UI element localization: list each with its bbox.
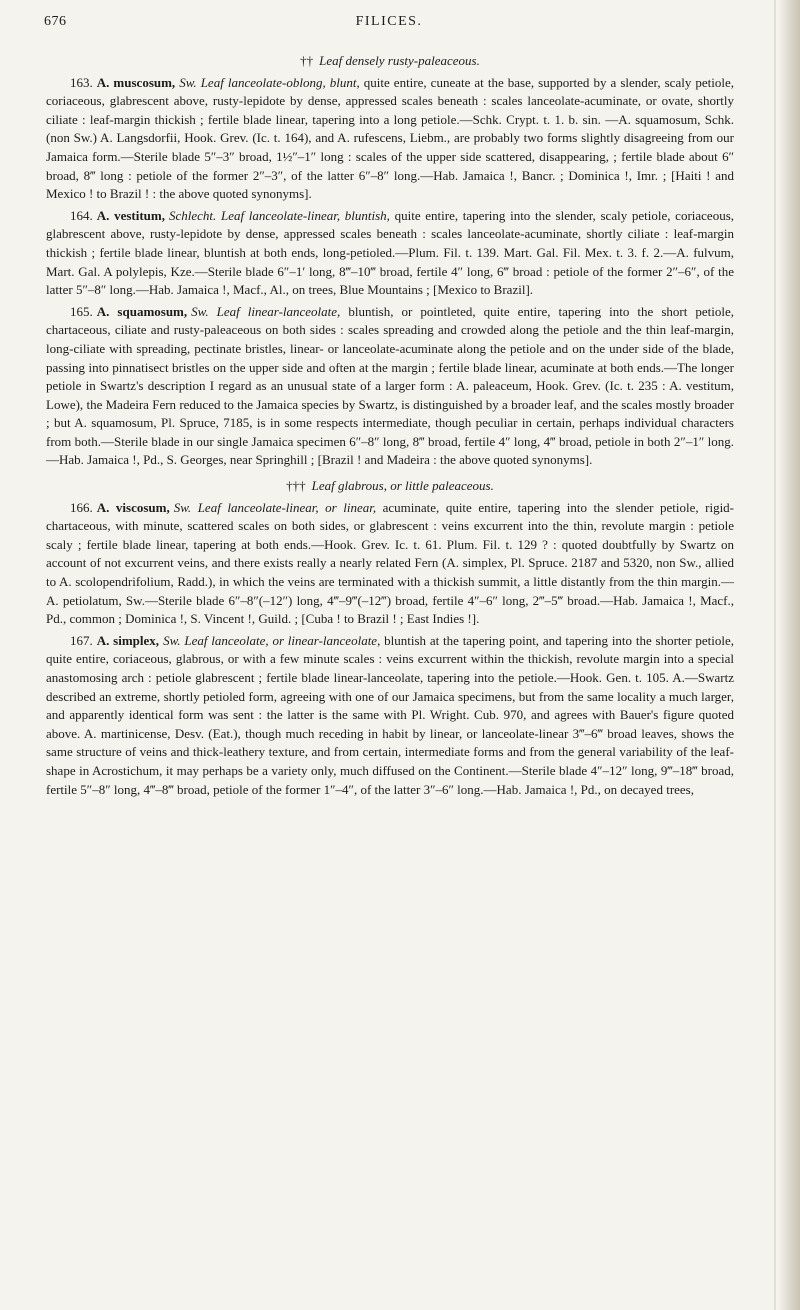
species-author: Schlecht.: [168, 207, 217, 223]
entry-number: 164.: [70, 207, 93, 223]
species-author: Sw.: [173, 499, 192, 515]
species-name: A. vestitum,: [96, 207, 165, 223]
species-diagnosis: Leaf lanceolate-oblong, blunt,: [200, 74, 360, 90]
page-edge-line: [774, 0, 776, 1310]
page-content: [46, 52, 734, 802]
entry-number: 163.: [70, 74, 93, 90]
subsection-heading-1: [46, 52, 734, 71]
species-entry-164: [46, 207, 734, 300]
running-title: FILICES.: [355, 14, 423, 29]
subsection-mark: †††: [286, 478, 306, 494]
page-number: 676: [44, 14, 67, 29]
species-diagnosis: Leaf lanceolate-linear, bluntish,: [220, 207, 390, 223]
species-author: Sw.: [179, 74, 197, 90]
species-name: A. simplex,: [96, 632, 160, 648]
species-name: A. muscosum,: [96, 74, 176, 90]
species-entry-163: [46, 74, 734, 204]
species-entry-166: [46, 499, 734, 629]
subsection-heading-2: [46, 477, 734, 496]
entry-number: 166.: [70, 499, 93, 515]
species-diagnosis: Leaf lanceolate, or linear-lanceolate,: [184, 632, 381, 648]
species-diagnosis: Leaf lanceolate-linear, or linear,: [197, 499, 377, 515]
subsection-title: Leaf densely rusty-paleaceous.: [319, 53, 480, 68]
subsection-title: Leaf glabrous, or little paleaceous.: [311, 478, 494, 494]
page-edge-shadow: [778, 0, 800, 1310]
species-entry-165: [46, 303, 734, 470]
species-name: A. viscosum,: [96, 499, 170, 515]
species-description: acuminate, quite entire, tapering into the slender petiole, rigid-chartaceous, with minute, scattered scales on both sides, or glabrescent : veins excurrent into the thin, revolute margin : petiole scaly ; fertile blade linear, tapering at both ends.—Hook. Grev. Ic. t. 61. Plum. Fil. t. 129 ? : quoted doubtfully by Swartz on account of not excurrent veins, and there exists really a nearly related Fern (A. simplex, Pl. Spruce. 2187 and 5320, non Sw., allied to A. scolopendrifolium, Radd.), in which the veins are terminated with a thickish summit, a little distantly from the thin margin.—A. petiolatum, Sw.—Sterile blade 6″–8″(–12″) long, 4‴–9‴(–12‴) broad, fertile 4″–6″ long, 2‴–5‴ broad.—Hab. Jamaica !, Macf., Pd., common ; Dominica !, S. Vincent !, Guild. ; [Cuba ! to Brazil ! ; East Indies !].: [46, 499, 735, 627]
species-description: bluntish, or pointleted, quite entire, tapering into the short petiole, chartaceous, ciliate and rusty-paleaceous on both sides : scales spreading and crowded along the petiole and the thin leaf-margin, long-ciliate with spreading, pectinate bristles, linear- or lanceolate-acuminate along the petiole and on the under side of the blade, passing into pinnatisect bristles on the upper side and often at the margin ; fertile blade linear, acuminate at both ends.—The longer petiole in Swartz's description I regard as an unusual state of a larger form : A. paleaceum, Hook. Grev. (Ic. t. 235 : A. vestitum, Lowe), the Madeira Fern reduced to the Jamaica species by Swartz, is distinguished by a broader leaf, and the scales mostly broader ; but A. squamosum, Pl. Spruce, 7185, is in some respects intermediate, though peculiar in certain, perhaps individual characters from both.—Sterile blade in our single Jamaica specimen 6″–8″ long, 8‴ broad, fertile 4″ long, 4‴ broad, petiole in both 2″–1″ long.—Hab. Jamaica !, Pd., S. Georges, near Springhill ; [Brazil ! and Madeira : the above quoted synonyms].: [46, 303, 734, 468]
species-entry-167: [46, 632, 734, 799]
species-diagnosis: Leaf linear-lanceolate,: [216, 303, 341, 319]
species-author: Sw.: [191, 303, 209, 319]
subsection-mark: ††: [300, 53, 314, 68]
species-description: bluntish at the tapering point, and tapering into the shorter petiole, quite entire, coriaceous, glabrous, or with a few minute scales : veins excurrent within the thickish, revolute margin into a special anastomosing arch : petiole glabrescent ; fertile blade linear-lanceolate, tapering into the petiole.—Hook. Gen. t. 105. A.—Swartz described an extreme, shortly petioled form, agreeing with one of our Jamaica specimens, but from the same locality a much larger, and apparently identical form was sent : the latter is the same with Pl. Wright. Cub. 970, and agrees with Bauer's figure quoted above. A. martinicense, Desv. (Eat.), though much receding in habit by linear, or lanceolate-linear 3‴–6‴ broad leaves, shows the same structure of veins and thick-leathery texture, and from certain, intermediate forms and from the general variability of the leaf-shape in Acrostichum, it may perhaps be a variety only, much diffused on the Continent.—Sterile blade 4″–12″ long, 9‴–18‴ broad, fertile 5″–8″ long, 4‴–8‴ broad, petiole of the former 1″–4″, of the latter 3″–6″ long.—Hab. Jamaica !, Pd., on decayed trees,: [46, 632, 735, 797]
species-description: quite entire, tapering into the slender, scaly petiole, coriaceous, glabrescent above, rusty-lepidote by dense, appressed scales beneath : scales lanceolate-acuminate, shortly ciliate : leaf-margin thickish ; fertile blade linear, bluntish at both ends, long-petioled.—Plum. Fil. t. 139. Mart. Gal. Fil. Mex. t. 3. f. 2.—A. fulvum, Mart. Gal. A polylepis, Kze.—Sterile blade 6″–1′ long, 8‴–10‴ broad, fertile 4″ long, 6‴ broad : petiole of the former 2″–6″, of the latter 5″–8″ long.—Hab. Jamaica !, Macf., Al., on trees, Blue Mountains ; [Mexico to Brazil].: [46, 207, 735, 298]
entry-number: 165.: [70, 303, 93, 319]
page-header: [44, 14, 734, 36]
species-name: A. squamosum,: [96, 303, 188, 319]
entry-number: 167.: [70, 632, 93, 648]
species-author: Sw.: [163, 632, 181, 648]
species-description: quite entire, cuneate at the base, supported by a slender, scaly petiole, coriaceous, glabrescent above, rusty-lepidote by dense, appressed scales beneath : scales lanceolate-acuminate, or ovate, shortly ciliate : leaf-margin thickish ; fertile blade linear, tapering into a long petiole.—Schk. Crypt. t. 1. b. sin. —A. squamosum, Schk. (non Sw.) A. Langsdorfii, Hook. Grev. (Ic. t. 164), and A. rufescens, Liebm., are probably two forms slightly disagreeing from our Jamaica form.—Sterile blade 5″–3″ broad, 1½″–1″ long : scales of the upper side scattered, disappearing, ; fertile blade about 6″ broad, 8‴ long : petiole of the former 2″–3″, of the latter 6″–8″ long.—Hab. Jamaica !, Bancr. ; Dominica !, Imr. ; [Haiti ! and Mexico ! to Brazil ! : the above quoted synonyms].: [46, 74, 735, 202]
